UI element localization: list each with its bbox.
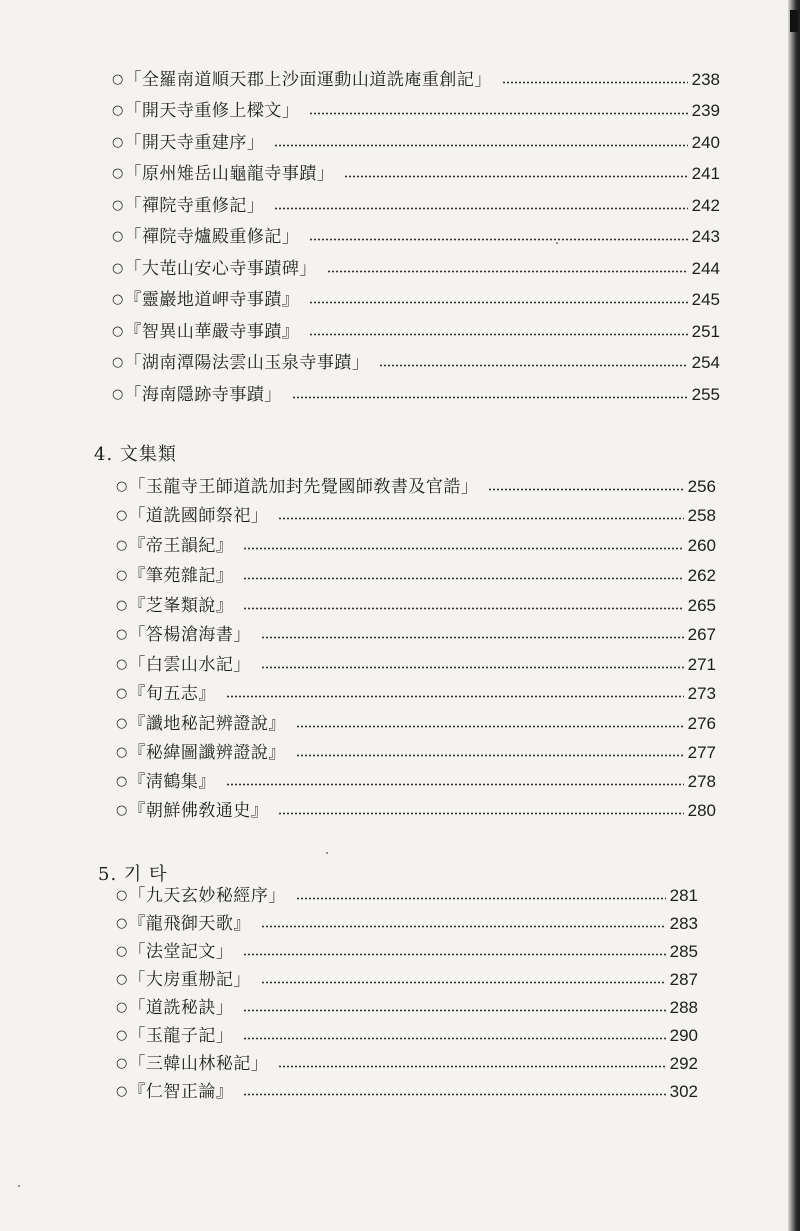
entry-page: 255 <box>691 385 720 404</box>
bullet: ○ <box>116 774 128 789</box>
dot-leader <box>309 238 687 241</box>
bullet: ○ <box>112 198 124 213</box>
bullet: ○ <box>116 716 128 731</box>
bullet: ○ <box>116 657 128 672</box>
dot-leader <box>226 695 684 698</box>
entry-title: 「三韓山林秘記」 <box>128 1054 269 1074</box>
entry-title: 『旬五志』 <box>128 684 216 704</box>
toc-entry <box>116 882 698 906</box>
toc-entry <box>116 1078 698 1102</box>
dot-leader <box>296 897 666 900</box>
toc-entry <box>116 710 716 734</box>
entry-title: 「道詵秘訣」 <box>128 998 234 1018</box>
entry-title: 「開天寺重修上樑文」 <box>124 101 300 121</box>
dot-leader <box>309 112 687 115</box>
entry-page: 267 <box>687 625 716 644</box>
entry-page: 238 <box>691 70 720 89</box>
bullet: ○ <box>116 1000 128 1015</box>
section-heading: 4. 文集類 <box>94 444 177 465</box>
toc-entry <box>116 797 716 821</box>
entry-title: 「原州雉岳山龜龍寺事蹟」 <box>124 164 335 184</box>
bullet: ○ <box>116 508 128 523</box>
toc-entry <box>116 910 698 934</box>
bullet: ○ <box>116 888 128 903</box>
entry-page: 278 <box>687 772 716 791</box>
entry-page: 277 <box>687 743 716 762</box>
dot-leader <box>309 333 687 336</box>
toc-entry <box>112 66 720 90</box>
entry-page: 292 <box>669 1054 698 1073</box>
entry-title: 『筆苑雜記』 <box>128 566 234 586</box>
entry-title: 「玉龍子記」 <box>128 1026 234 1046</box>
entry-page: 273 <box>687 684 716 703</box>
dot-leader <box>243 1037 665 1040</box>
entry-page: 251 <box>691 322 720 341</box>
entry-title: 『智異山華嚴寺事蹟』 <box>124 322 300 342</box>
dot-leader <box>243 577 683 580</box>
toc-entry <box>112 97 720 121</box>
entry-page: 244 <box>691 259 720 278</box>
toc-entry <box>116 651 716 675</box>
entry-title: 『芝峯類說』 <box>128 596 234 616</box>
toc-entry <box>116 680 716 704</box>
entry-page: 241 <box>691 164 720 183</box>
bullet: ○ <box>116 944 128 959</box>
bullet: ○ <box>112 166 124 181</box>
entry-title: 「道詵國師祭祀」 <box>128 506 269 526</box>
entry-title: 『仁智正論』 <box>128 1082 234 1102</box>
entry-title: 「開天寺重建序」 <box>124 133 265 153</box>
bullet: ○ <box>112 261 124 276</box>
bullet: ○ <box>112 387 124 402</box>
entry-page: 262 <box>687 566 716 585</box>
dot-leader <box>292 396 688 399</box>
entry-page: 265 <box>687 596 716 615</box>
entry-title: 『淸鶴集』 <box>128 772 216 792</box>
entry-title: 「禪院寺爐殿重修記」 <box>124 227 300 247</box>
bullet: ○ <box>116 916 128 931</box>
dot-leader <box>274 207 687 210</box>
toc-entry <box>116 994 698 1018</box>
toc-entry <box>112 318 720 342</box>
bullet: ○ <box>116 972 128 987</box>
dot-leader <box>243 1009 665 1012</box>
dot-leader <box>278 517 683 520</box>
bullet: ○ <box>112 292 124 307</box>
bullet: ○ <box>116 627 128 642</box>
dot-leader <box>261 981 666 984</box>
toc-entry <box>112 223 720 247</box>
toc-entry <box>112 129 720 153</box>
entry-title: 『靈巖地道岬寺事蹟』 <box>124 290 300 310</box>
toc-entry <box>116 1050 698 1074</box>
toc-entry <box>116 938 698 962</box>
dot-leader <box>261 925 666 928</box>
dot-leader <box>488 488 683 491</box>
entry-page: 258 <box>687 506 716 525</box>
dot-leader <box>243 1093 665 1096</box>
entry-title: 「九天玄妙秘經序」 <box>128 886 286 906</box>
toc-entry <box>112 349 720 373</box>
toc-entry <box>112 381 720 405</box>
dot-leader <box>327 270 688 273</box>
bullet: ○ <box>112 103 124 118</box>
entry-page: 283 <box>669 914 698 933</box>
entry-page: 302 <box>669 1082 698 1101</box>
entry-title: 『帝王韻紀』 <box>128 536 234 556</box>
dot-leader <box>379 364 687 367</box>
entry-title: 「海南隱跡寺事蹟」 <box>124 385 282 405</box>
dot-leader <box>261 636 684 639</box>
bullet: ○ <box>116 538 128 553</box>
bullet: ○ <box>116 598 128 613</box>
entry-page: 288 <box>669 998 698 1017</box>
bullet: ○ <box>116 1056 128 1071</box>
toc-entry <box>116 1022 698 1046</box>
entry-title: 『讖地秘記辨證說』 <box>128 714 286 734</box>
entry-title: 「禪院寺重修記」 <box>124 196 265 216</box>
bullet: ○ <box>112 355 124 370</box>
bullet: ○ <box>116 479 128 494</box>
toc-entry <box>116 621 716 645</box>
entry-page: 271 <box>687 655 716 674</box>
paper-speck <box>556 242 558 244</box>
paper-speck <box>18 1185 20 1187</box>
toc-entry <box>116 592 716 616</box>
toc-entry <box>116 502 716 526</box>
bullet: ○ <box>116 745 128 760</box>
entry-page: 254 <box>691 353 720 372</box>
page-edge <box>788 0 800 1231</box>
dot-leader <box>344 175 687 178</box>
bullet: ○ <box>112 135 124 150</box>
dot-leader <box>226 783 684 786</box>
entry-title: 「法堂記文」 <box>128 942 234 962</box>
entry-page: 256 <box>687 477 716 496</box>
dot-leader <box>274 144 687 147</box>
toc-entry <box>112 255 720 279</box>
edge-mark <box>790 10 798 32</box>
toc-entry <box>116 966 698 990</box>
entry-title: 「大芚山安心寺事蹟碑」 <box>124 259 317 279</box>
entry-page: 240 <box>691 133 720 152</box>
entry-page: 245 <box>691 290 720 309</box>
entry-title: 「白雲山水記」 <box>128 655 251 675</box>
entry-page: 242 <box>691 196 720 215</box>
toc-entry <box>116 473 716 497</box>
entry-title: 『秘緯圖讖辨證說』 <box>128 743 286 763</box>
bullet: ○ <box>116 803 128 818</box>
dot-leader <box>243 953 665 956</box>
entry-page: 287 <box>669 970 698 989</box>
bullet: ○ <box>116 1084 128 1099</box>
bullet: ○ <box>112 72 124 87</box>
dot-leader <box>243 547 683 550</box>
entry-title: 『龍飛御天歌』 <box>128 914 251 934</box>
entry-page: 290 <box>669 1026 698 1045</box>
bullet: ○ <box>112 324 124 339</box>
toc-entry <box>116 532 716 556</box>
entry-page: 276 <box>687 714 716 733</box>
dot-leader <box>261 666 684 669</box>
bullet: ○ <box>116 568 128 583</box>
toc-entry <box>116 562 716 586</box>
toc-entry <box>112 192 720 216</box>
toc-entry <box>116 768 716 792</box>
entry-page: 285 <box>669 942 698 961</box>
dot-leader <box>296 725 684 728</box>
dot-leader <box>296 754 684 757</box>
entry-title: 「大房重刱記」 <box>128 970 251 990</box>
entry-title: 「湖南潭陽法雲山玉泉寺事蹟」 <box>124 353 370 373</box>
entry-page: 281 <box>669 886 698 905</box>
entry-page: 280 <box>687 801 716 820</box>
toc-entry <box>112 286 720 310</box>
entry-page: 243 <box>691 227 720 246</box>
dot-leader <box>278 1065 665 1068</box>
dot-leader <box>502 81 688 84</box>
entry-title: 「玉龍寺王師道詵加封先覺國師敎書及官誥」 <box>128 477 479 497</box>
bullet: ○ <box>116 686 128 701</box>
paper-speck <box>326 852 328 854</box>
entry-title: 『朝鮮佛敎通史』 <box>128 801 269 821</box>
entry-title: 「答楊滄海書」 <box>128 625 251 645</box>
dot-leader <box>243 607 683 610</box>
toc-entry <box>116 739 716 763</box>
dot-leader <box>278 812 683 815</box>
entry-title: 「全羅南道順天郡上沙面運動山道詵庵重創記」 <box>124 70 492 90</box>
toc-entry <box>112 160 720 184</box>
section-heading: 5. 기 타 <box>98 864 168 885</box>
bullet: ○ <box>112 229 124 244</box>
entry-page: 260 <box>687 536 716 555</box>
dot-leader <box>309 301 687 304</box>
entry-page: 239 <box>691 101 720 120</box>
bullet: ○ <box>116 1028 128 1043</box>
